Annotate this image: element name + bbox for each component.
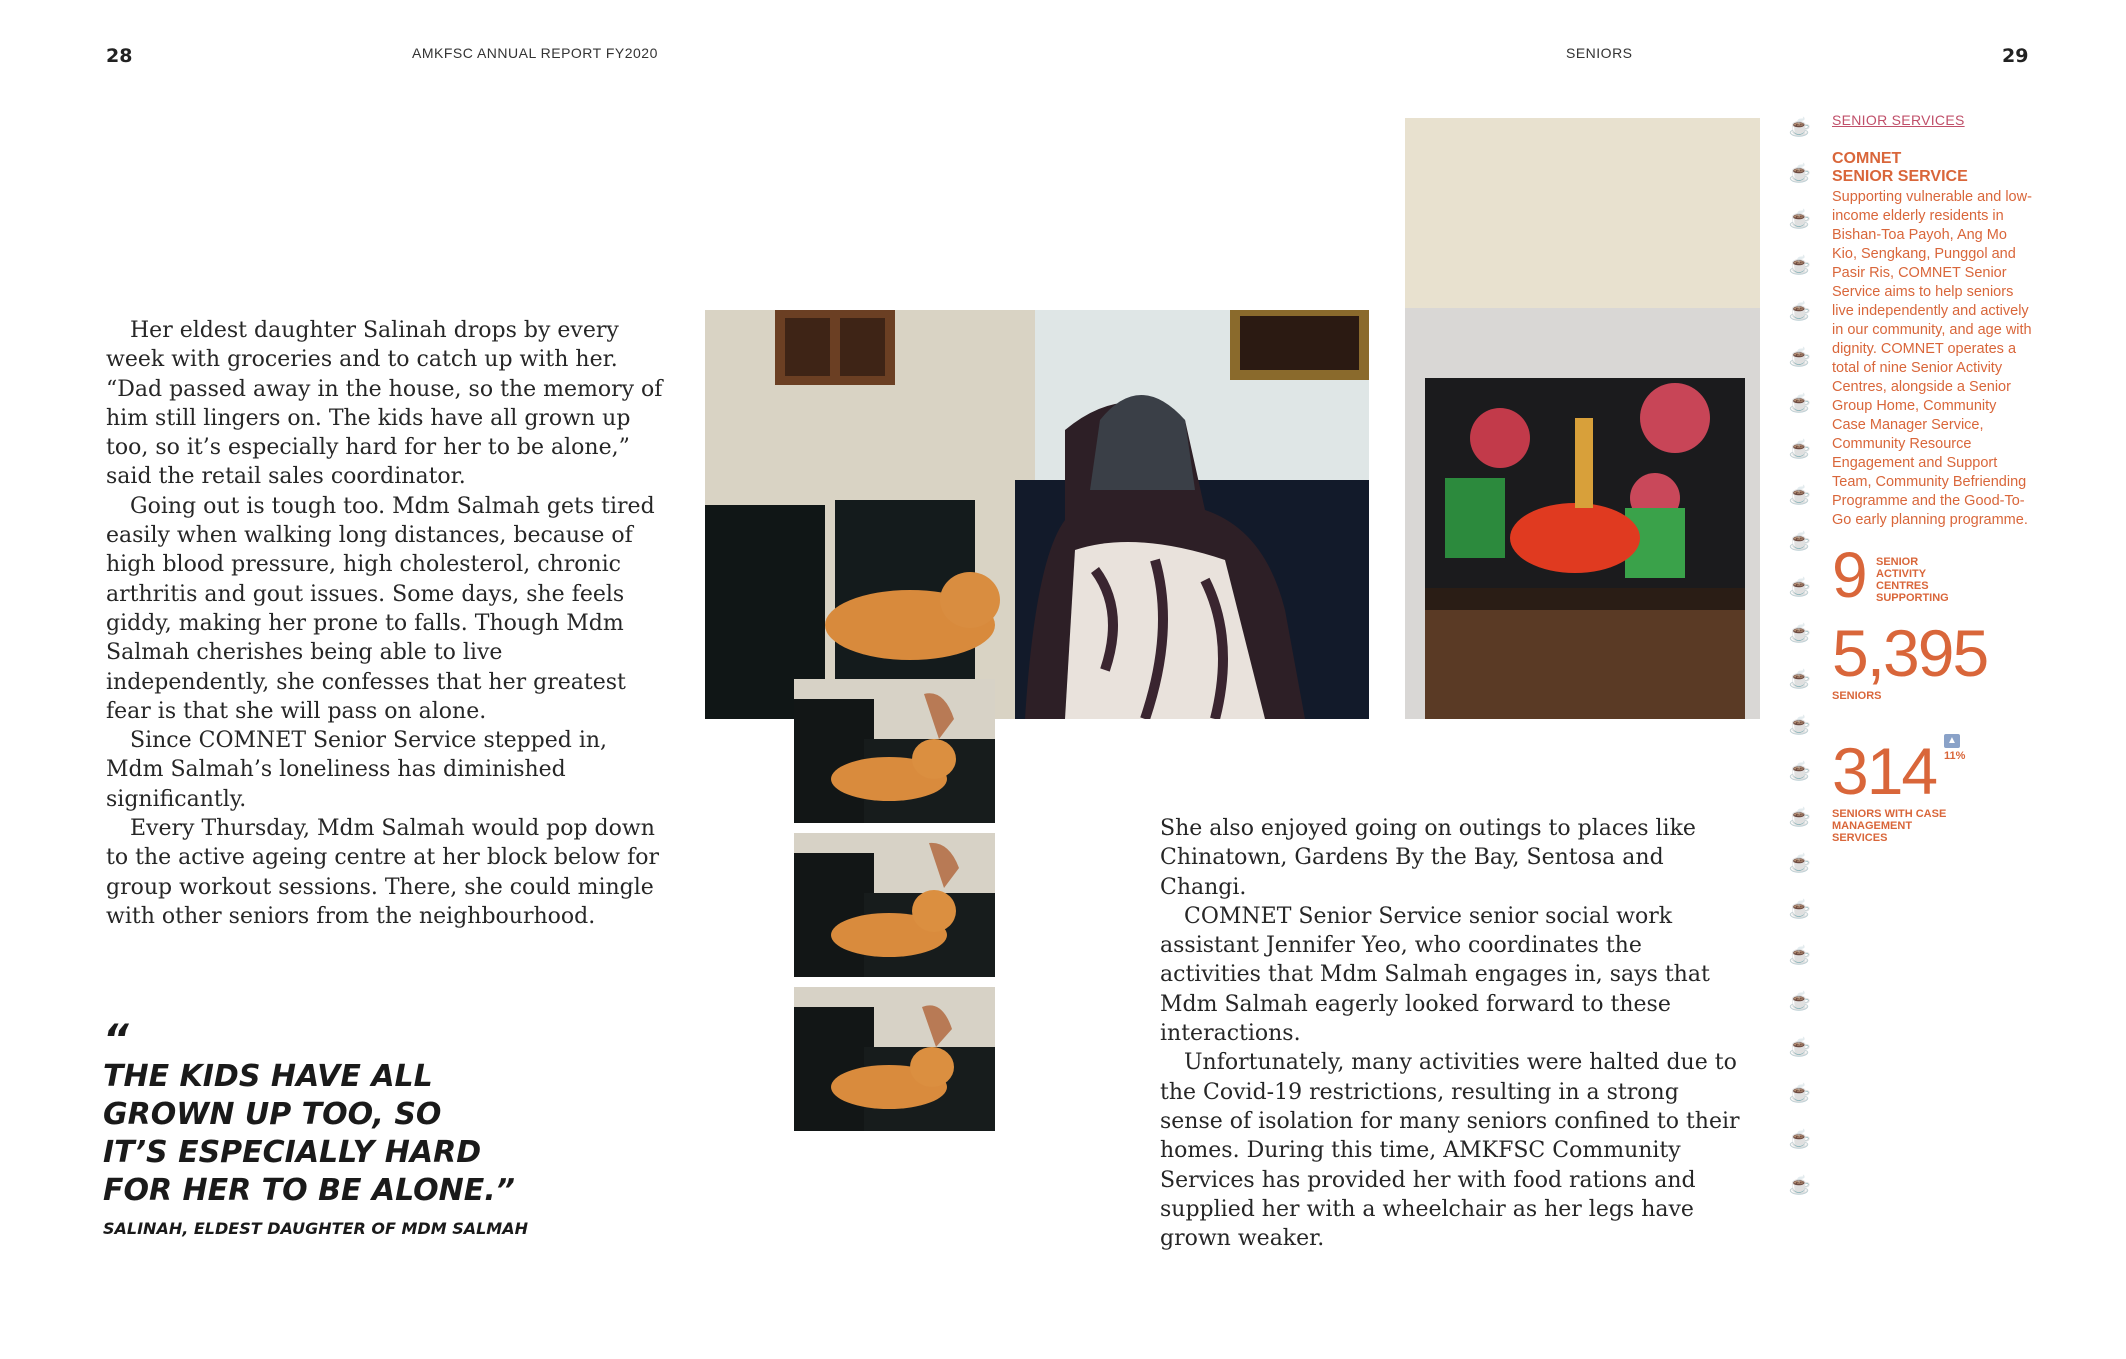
quote-line: GROWN UP TOO, SO	[103, 1097, 442, 1132]
paragraph: Since COMNET Senior Service stepped in, Mdm Salmah’s loneliness has diminished significantly.	[106, 728, 608, 812]
service-title-line: COMNET	[1832, 150, 1902, 167]
teacup-icon: ☕	[1788, 669, 1812, 689]
stat-case-management	[1832, 734, 2032, 844]
teacup-icon: ☕	[1788, 209, 1812, 229]
teacup-icon: ☕	[1788, 577, 1812, 597]
paragraph: She also enjoyed going on outings to places like Chinatown, Gardens By the Bay, Sentosa and Changi.	[1160, 816, 1696, 900]
paragraph: COMNET Senior Service senior social work assistant Jennifer Yeo, who coordinates the activities that Mdm Salmah engages in, says that Mdm Salmah eagerly looked forward to these interactions.	[1160, 903, 1710, 1047]
pull-quote	[103, 1017, 543, 1240]
paragraph: Going out is tough too. Mdm Salmah gets tired easily when walking long distances, because of high blood pressure, high cholesterol, chronic arthritis and gout issues. Some days, she feels giddy, making her prone to falls. Though Mdm Salmah cherishes being able to live independently, she confesses that her greatest fear is that she will pass on alone.	[106, 493, 655, 724]
paragraph: Every Thursday, Mdm Salmah would pop down to the active ageing centre at her block below for group workout sessions. There, she could mingle with other seniors from the neighbourhood.	[106, 816, 660, 929]
teacup-icon: ☕	[1788, 991, 1812, 1011]
stat-value: 314	[1832, 734, 1937, 808]
left-body-text	[106, 316, 671, 931]
teacup-icon: ☕	[1788, 1175, 1812, 1195]
teacup-icon: ☕	[1788, 255, 1812, 275]
stat-seniors	[1832, 616, 2032, 702]
teacup-icon: ☕	[1788, 117, 1812, 137]
teacup-icon: ☕	[1788, 163, 1812, 183]
quote-line: IT’S ESPECIALLY HARD	[103, 1135, 482, 1170]
sidebar	[1832, 112, 2032, 844]
right-body-text	[1160, 814, 1740, 1253]
right-page-number: 29	[2002, 45, 2029, 67]
teacup-icon: ☕	[1788, 715, 1812, 735]
stat-centres	[1832, 539, 2032, 616]
teacup-icon: ☕	[1788, 807, 1812, 827]
decorative-cup-icons	[1784, 116, 1816, 1220]
paragraph: Unfortunately, many activities were halted due to the Covid-19 restrictions, resulting in a strong sense of isolation for many seniors confined to their homes. During this time, AMKFSC Community Services has provided her with food rations and supplied her with a wheelchair as her legs have grown weaker.	[1160, 1050, 1740, 1252]
cat-photo-2	[794, 833, 995, 977]
teacup-icon: ☕	[1788, 485, 1812, 505]
service-title-line: SENIOR SERVICE	[1832, 168, 1968, 185]
teacup-icon: ☕	[1788, 347, 1812, 367]
up-arrow-icon: ▲	[1944, 734, 1960, 748]
stat-change: 11%	[1944, 750, 1966, 762]
teacup-icon: ☕	[1788, 1037, 1812, 1057]
teacup-icon: ☕	[1788, 945, 1812, 965]
left-page-number: 28	[106, 45, 133, 67]
kitchen-photo	[1405, 118, 1760, 719]
teacup-icon: ☕	[1788, 761, 1812, 781]
quote-attribution: SALINAH, ELDEST DAUGHTER OF MDM SALMAH	[103, 1219, 528, 1238]
stat-label: SENIORS	[1832, 690, 1882, 702]
main-photo-woman-with-cat	[705, 310, 1369, 719]
teacup-icon: ☕	[1788, 531, 1812, 551]
quote-mark: “	[103, 1017, 129, 1063]
teacup-icon: ☕	[1788, 853, 1812, 873]
teacup-icon: ☕	[1788, 439, 1812, 459]
teacup-icon: ☕	[1788, 1129, 1812, 1149]
stat-value: 9	[1832, 539, 1868, 611]
stat-value: 5,395	[1832, 616, 1988, 690]
senior-services-link[interactable]: SENIOR SERVICES	[1832, 112, 1965, 128]
report-title: AMKFSC ANNUAL REPORT FY2020	[412, 45, 658, 61]
section-title: SENIORS	[1566, 45, 1633, 61]
teacup-icon: ☕	[1788, 1083, 1812, 1103]
teacup-icon: ☕	[1788, 301, 1812, 321]
stat-label: SENIORS WITH CASE MANAGEMENT SERVICES	[1832, 808, 1947, 844]
stat-label: SENIOR ACTIVITY CENTRES SUPPORTING	[1876, 556, 1949, 604]
service-description: Supporting vulnerable and low-income elderly residents in Bishan-Toa Payoh, Ang Mo Kio, Sengkang, Punggol and Pasir Ris, COMNET Senior Service aims to help seniors live independently and actively in our community, and age with dignity. COMNET operates a total of nine Senior Activity Centres, alongside a Senior Group Home, Community Case Manager Service, Community Resource Engagement and Support Team, Community Befriending Programme and the Good-To-Go early planning programme.	[1832, 189, 2032, 528]
cat-photo-3	[794, 987, 995, 1131]
quote-line: THE KIDS HAVE ALL	[103, 1059, 433, 1094]
quote-line: FOR HER TO BE ALONE.”	[103, 1173, 515, 1208]
teacup-icon: ☕	[1788, 623, 1812, 643]
cat-photo-1	[794, 679, 995, 823]
teacup-icon: ☕	[1788, 393, 1812, 413]
teacup-icon: ☕	[1788, 899, 1812, 919]
paragraph: Her eldest daughter Salinah drops by every week with groceries and to catch up with her. “Dad passed away in the house, so the memory of him still lingers on. The kids have all grown up too, so it’s especially hard for her to be alone,” said the retail sales coordinator.	[106, 318, 663, 490]
service-title	[1832, 150, 2032, 186]
